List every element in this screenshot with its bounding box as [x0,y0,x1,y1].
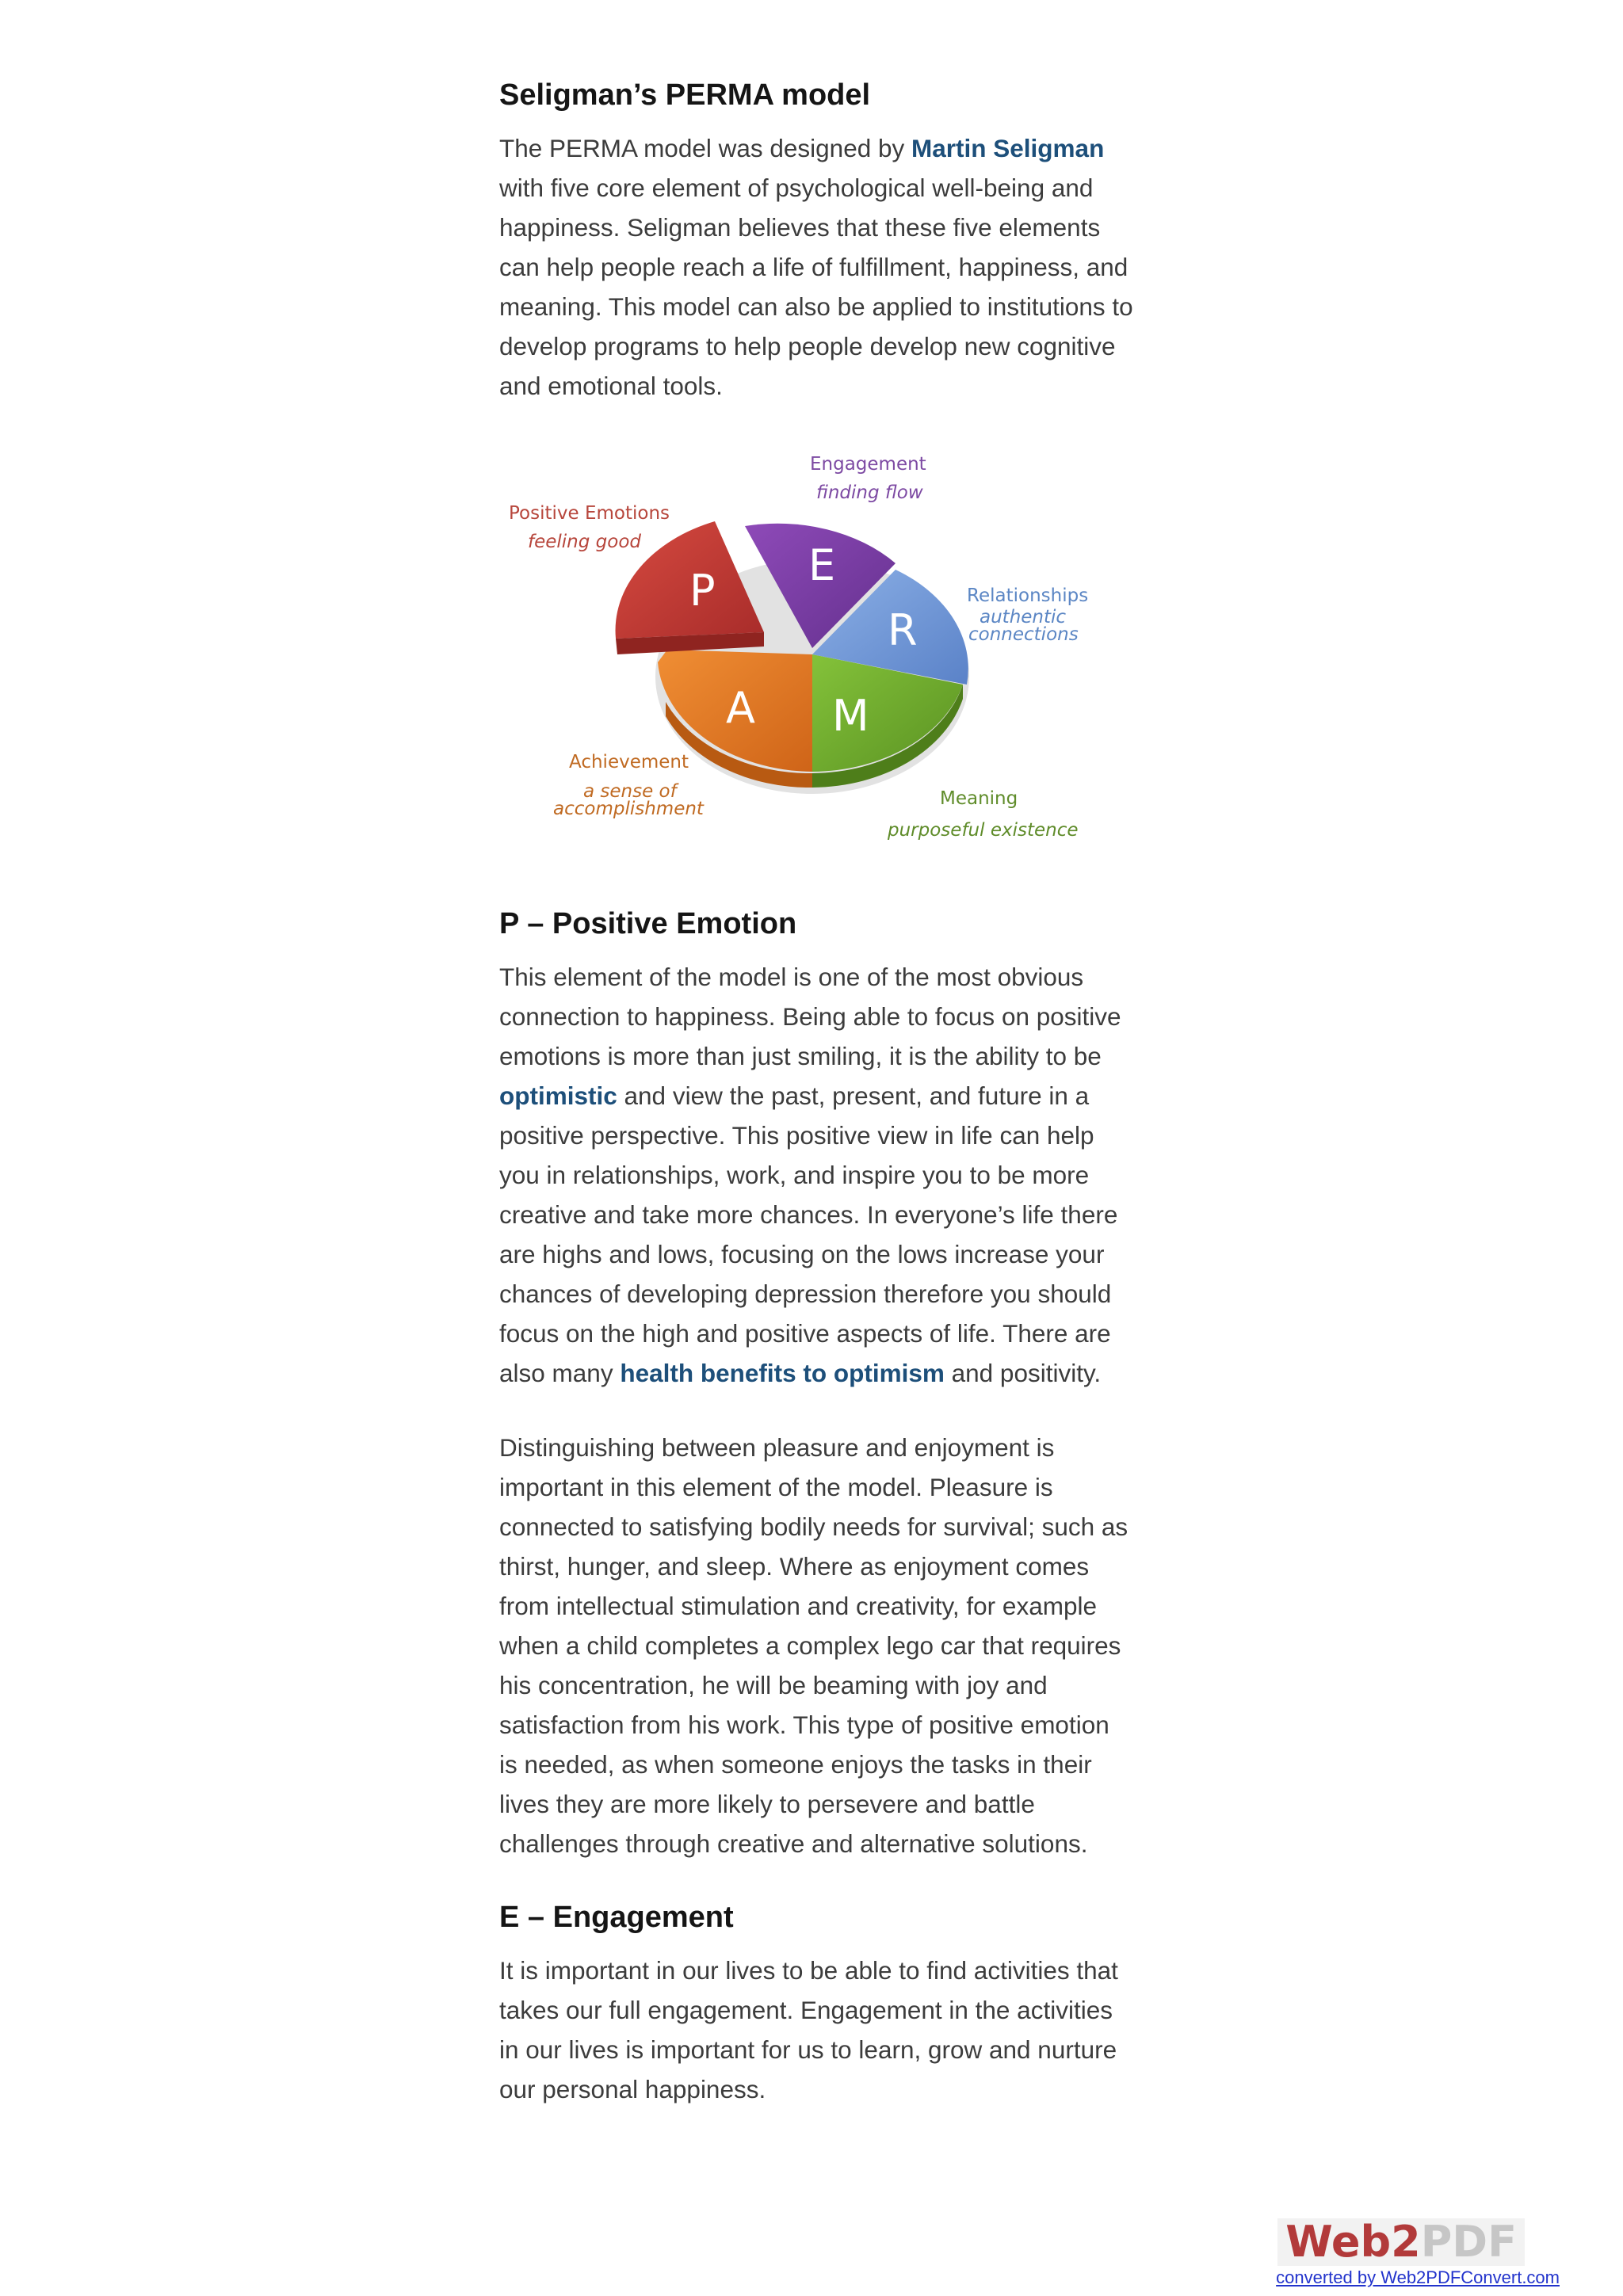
pe-text-b: and view the past, present, and future in a positive perspective. This positive view in life can help you in relationships, work, and inspire you to be more creative and take more chances. In everyone’s life there are highs and lows, focusing on the lows increase your chances of developing depression therefore you should focus on the high and positive aspects of life. There are also many [499,1081,1118,1387]
logo-pdf: PDF [1420,2217,1517,2267]
web2pdf-logo [1277,2218,1525,2266]
optimistic-link[interactable]: optimistic [499,1081,617,1110]
letter-p: P [689,566,716,616]
label-a-sense-of: a sense of [583,781,677,802]
label-engagement: Engagement [810,454,926,475]
label-achievement: Achievement [569,752,689,772]
section-title-positive-emotion: P – Positive Emotion [499,907,797,940]
health-benefits-link[interactable]: health benefits to optimism [620,1359,945,1387]
label-meaning: Meaning [940,788,1018,809]
label-feeling-good: feeling good [528,532,642,552]
logo-web2: Web2 [1285,2217,1421,2267]
martin-seligman-link[interactable]: Martin Seligman [911,134,1105,162]
article-column [499,76,1133,2109]
label-relationships: Relationships [967,585,1089,606]
converted-by-link[interactable]: converted by Web2PDFConvert.com [1276,2267,1560,2287]
positive-emotion-paragraph-2: Distinguishing between pleasure and enjoyment is important in this element of the model. Pleasure is connected to satisfying bodily needs for survival; such as thirst, hunger, and sleep. Where as enjoyment comes from intellectual stimulation and creativity, for example when a child completes a complex lego car that requires his concentration, he will be beaming with joy and satisfaction from his work. This type of positive emotion is needed, as when someone enjoys the tasks in their lives they are more likely to persevere and battle challenges through creative and alternative solutions. [499,1433,1128,1858]
label-finding-flow: finding flow [816,482,923,503]
letter-m: M [832,691,869,741]
pe-text-c: and positivity. [944,1359,1102,1387]
intro-text-a: The PERMA model was designed by [499,134,912,162]
label-authentic: authentic [980,607,1067,627]
footer-watermark [1276,2217,1574,2290]
label-accomplishment: accomplishment [553,799,704,819]
intro-paragraph [499,128,1133,406]
label-connections: connections [968,624,1079,645]
section-title-engagement: E – Engagement [499,1901,734,1934]
letter-r: R [888,605,918,655]
label-purposeful-existence: purposeful existence [888,820,1079,841]
engagement-paragraph: It is important in our lives to be able to find activities that takes our full engagement. Engagement in the activities in our lives is important for us to learn, grow and nurture our personal happiness. [499,1956,1118,2103]
pe-text-a: This element of the model is one of the most obvious connection to happiness. Being able to focus on positive emotions is more than just smiling, it is the ability to be [499,963,1121,1070]
label-positive-emotions: Positive Emotions [509,503,670,524]
positive-emotion-paragraph-1 [499,957,1133,1393]
section-title-perma: Seligman’s PERMA model [499,78,871,112]
perma-pie-figure [499,447,1117,859]
letter-e: E [808,540,836,590]
letter-a: A [726,683,755,733]
intro-text-b: with five core element of psychological well-being and happiness. Seligman believes that these five elements can help people reach a life of fulfillment, happiness, and meaning. This model can also be applied to institutions to develop programs to help people develop new cognitive and emotional tools. [499,174,1133,400]
